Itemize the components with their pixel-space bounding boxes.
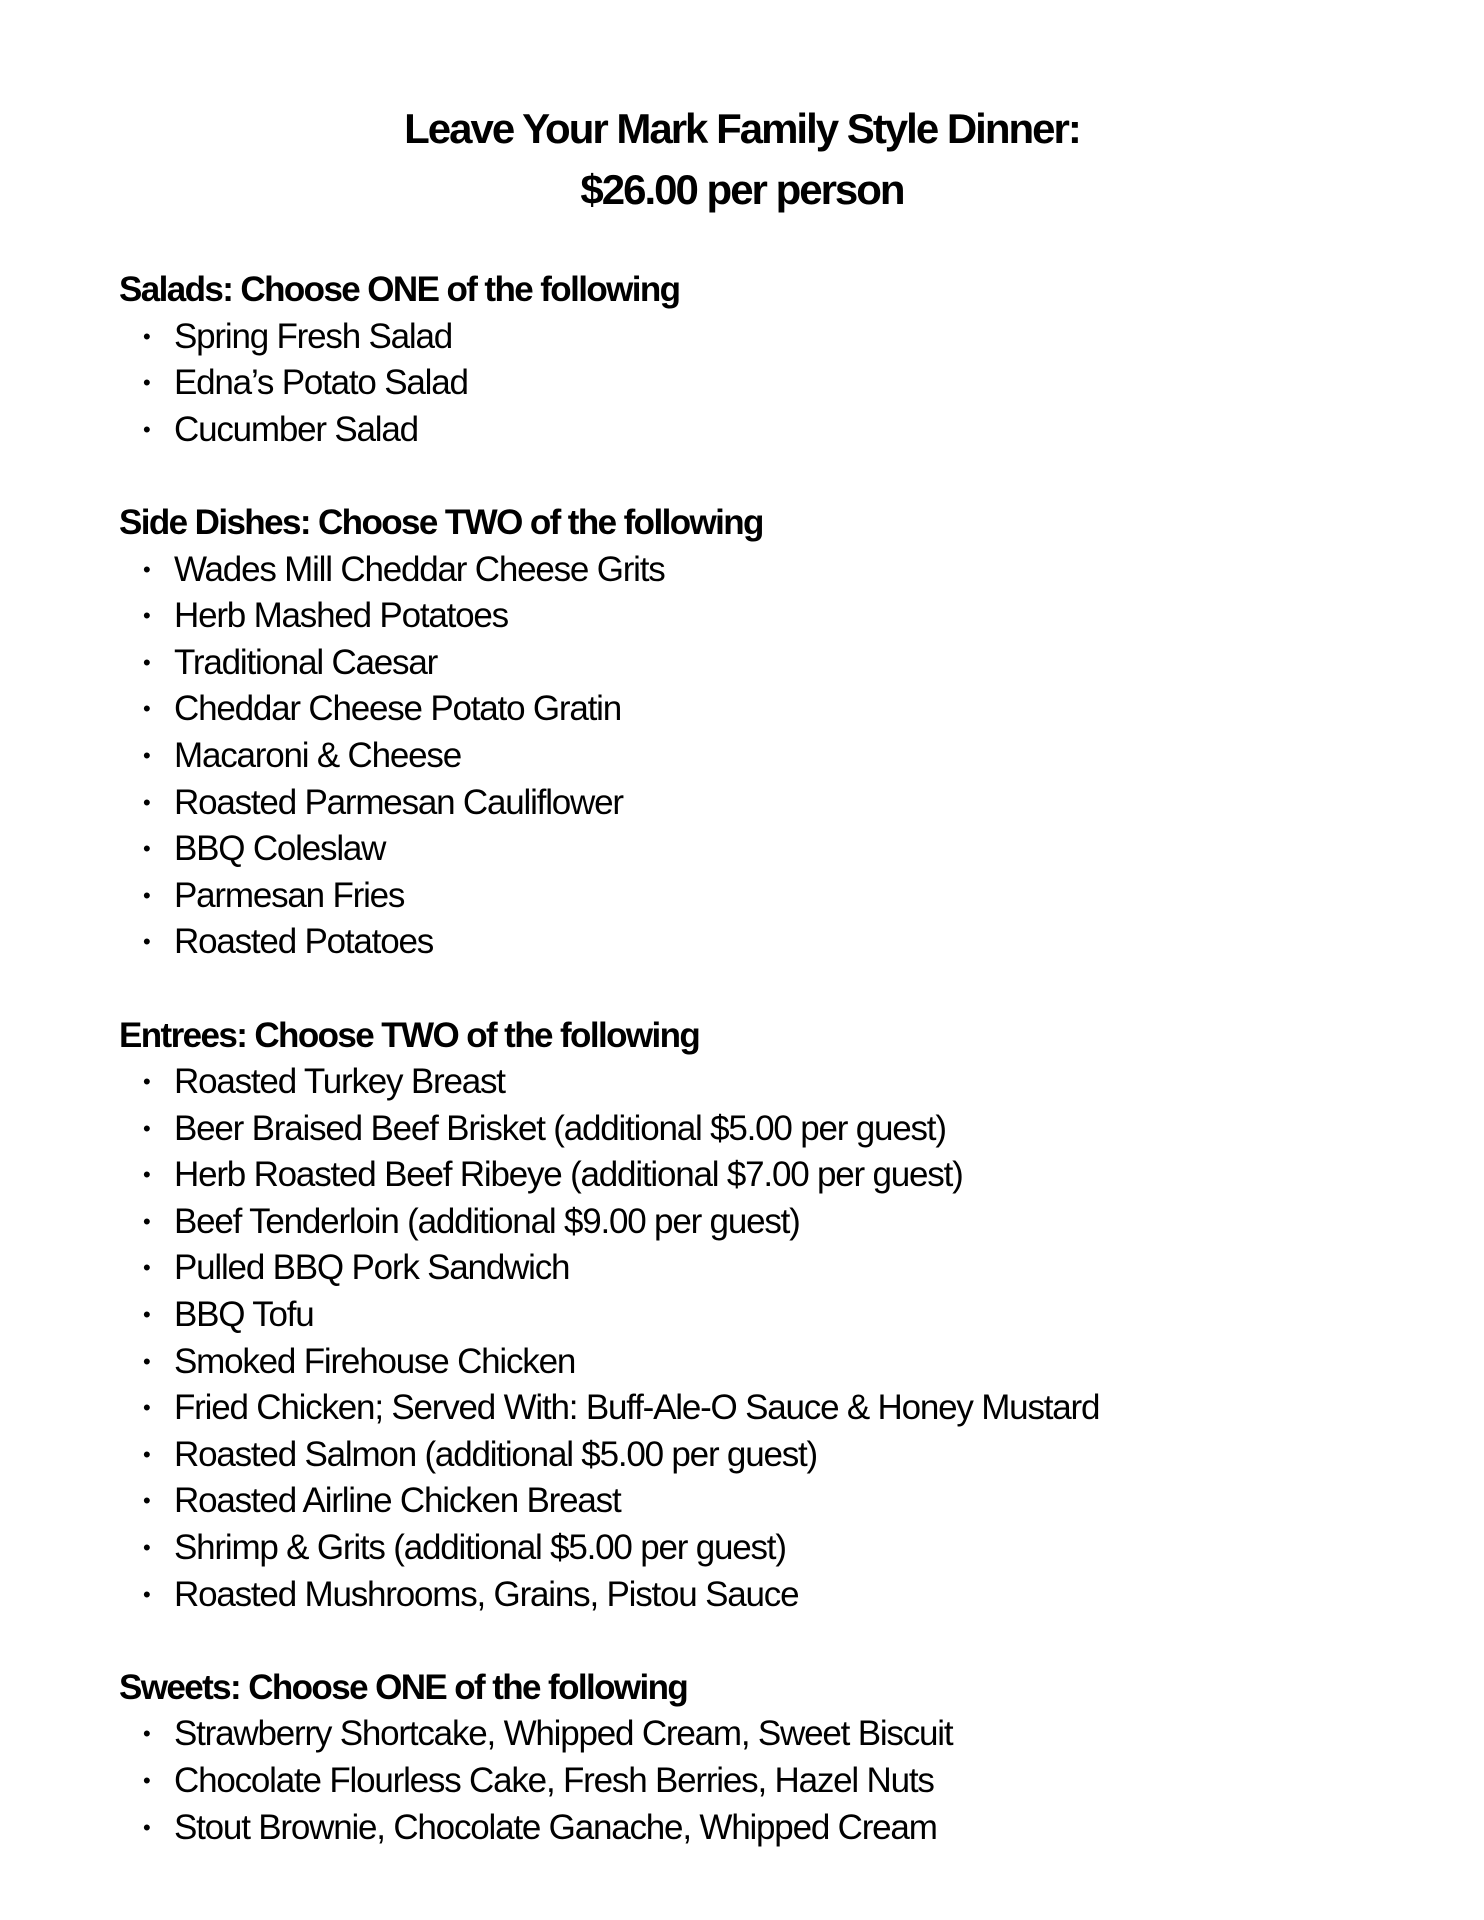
item-label: Herb Roasted Beef Ribeye (additional $7.00 per guest) [174, 1155, 963, 1195]
bullet-icon: • [143, 1395, 151, 1421]
bullet-icon: • [143, 929, 151, 955]
menu-sections [119, 267, 1419, 1898]
list-item [119, 640, 1419, 687]
item-label: Traditional Caesar [174, 642, 438, 682]
list-item [119, 1385, 1419, 1432]
bullet-icon: • [143, 1441, 151, 1467]
section-entrees [119, 1013, 1419, 1619]
list-item [119, 1432, 1419, 1479]
bullet-icon: • [143, 882, 151, 908]
item-list [119, 314, 1419, 454]
item-label: Roasted Parmesan Cauliflower [174, 782, 623, 822]
bullet-icon: • [143, 1115, 151, 1141]
bullet-icon: • [143, 1208, 151, 1234]
bullet-icon: • [143, 1581, 151, 1607]
item-label: Stout Brownie, Chocolate Ganache, Whipped Cream [174, 1807, 937, 1847]
bullet-icon: • [143, 1255, 151, 1281]
list-item [119, 1059, 1419, 1106]
item-label: Cucumber Salad [174, 409, 418, 449]
bullet-icon: • [143, 556, 151, 582]
list-item [119, 1152, 1419, 1199]
bullet-icon: • [143, 836, 151, 862]
title-price: $26.00 per person [580, 166, 904, 213]
list-item [119, 919, 1419, 966]
list-item [119, 1805, 1419, 1852]
bullet-icon: • [143, 1535, 151, 1561]
bullet-icon: • [143, 603, 151, 629]
item-label: Macaroni & Cheese [174, 735, 461, 775]
item-label: Spring Fresh Salad [174, 316, 453, 356]
section-heading: Sweets: Choose ONE of the following [119, 1667, 688, 1707]
item-label: BBQ Tofu [174, 1295, 314, 1335]
item-label: Roasted Turkey Breast [174, 1062, 505, 1102]
list-item [119, 686, 1419, 733]
item-label: Herb Mashed Potatoes [174, 596, 508, 636]
bullet-icon: • [143, 1302, 151, 1328]
bullet-icon: • [143, 323, 151, 349]
page-title [0, 98, 1484, 220]
list-item [119, 1758, 1419, 1805]
list-item [119, 733, 1419, 780]
item-label: Strawberry Shortcake, Whipped Cream, Sweet Biscuit [174, 1714, 953, 1754]
list-item [119, 873, 1419, 920]
bullet-icon: • [143, 789, 151, 815]
list-item [119, 1339, 1419, 1386]
list-item [119, 547, 1419, 594]
list-item [119, 1199, 1419, 1246]
item-label: Roasted Salmon (additional $5.00 per guest) [174, 1434, 817, 1474]
list-item [119, 1525, 1419, 1572]
item-label: BBQ Coleslaw [174, 829, 386, 869]
bullet-icon: • [143, 742, 151, 768]
list-item [119, 1245, 1419, 1292]
item-label: Chocolate Flourless Cake, Fresh Berries, Hazel Nuts [174, 1761, 934, 1800]
item-label: Roasted Potatoes [174, 922, 434, 962]
bullet-icon: • [143, 1768, 151, 1793]
list-item [119, 360, 1419, 407]
list-item [119, 314, 1419, 361]
bullet-icon: • [143, 370, 151, 396]
item-label: Edna’s Potato Salad [174, 363, 468, 403]
item-label: Roasted Airline Chicken Breast [174, 1481, 621, 1521]
bullet-icon: • [143, 1348, 151, 1374]
item-list [119, 547, 1419, 966]
item-label: Beer Braised Beef Brisket (additional $5.00 per guest) [174, 1108, 946, 1148]
list-item [119, 407, 1419, 454]
item-list [119, 1711, 1419, 1851]
bullet-icon: • [143, 1069, 151, 1095]
bullet-icon: • [143, 1721, 151, 1747]
item-label: Parmesan Fries [174, 875, 405, 915]
bullet-icon: • [143, 696, 151, 722]
section-side-dishes [119, 500, 1419, 966]
item-list [119, 1059, 1419, 1618]
item-label: Beef Tenderloin (additional $9.00 per guest) [174, 1201, 800, 1241]
bullet-icon: • [143, 1488, 151, 1514]
section-heading: Entrees: Choose TWO of the following [119, 1015, 700, 1055]
section-heading: Salads: Choose ONE of the following [119, 270, 680, 309]
bullet-icon: • [143, 1162, 151, 1188]
list-item [119, 826, 1419, 873]
section-sweets [119, 1665, 1419, 1851]
list-item [119, 1711, 1419, 1758]
list-item [119, 780, 1419, 827]
item-label: Pulled BBQ Pork Sandwich [174, 1248, 570, 1288]
list-item [119, 1572, 1419, 1619]
item-label: Roasted Mushrooms, Grains, Pistou Sauce [174, 1574, 799, 1614]
list-item [119, 1292, 1419, 1339]
item-label: Cheddar Cheese Potato Gratin [174, 689, 621, 729]
section-salads [119, 267, 1419, 453]
title-line-1: Leave Your Mark Family Style Dinner: [404, 105, 1080, 152]
item-label: Fried Chicken; Served With: Buff-Ale-O Sauce & Honey Mustard [174, 1388, 1100, 1428]
bullet-icon: • [143, 1814, 151, 1840]
list-item [119, 1478, 1419, 1525]
bullet-icon: • [143, 649, 151, 675]
list-item [119, 593, 1419, 640]
section-heading: Side Dishes: Choose TWO of the following [119, 502, 763, 542]
item-label: Wades Mill Cheddar Cheese Grits [174, 549, 665, 589]
item-label: Shrimp & Grits (additional $5.00 per guest) [174, 1528, 786, 1568]
bullet-icon: • [143, 416, 151, 442]
item-label: Smoked Firehouse Chicken [174, 1341, 576, 1381]
list-item [119, 1106, 1419, 1153]
